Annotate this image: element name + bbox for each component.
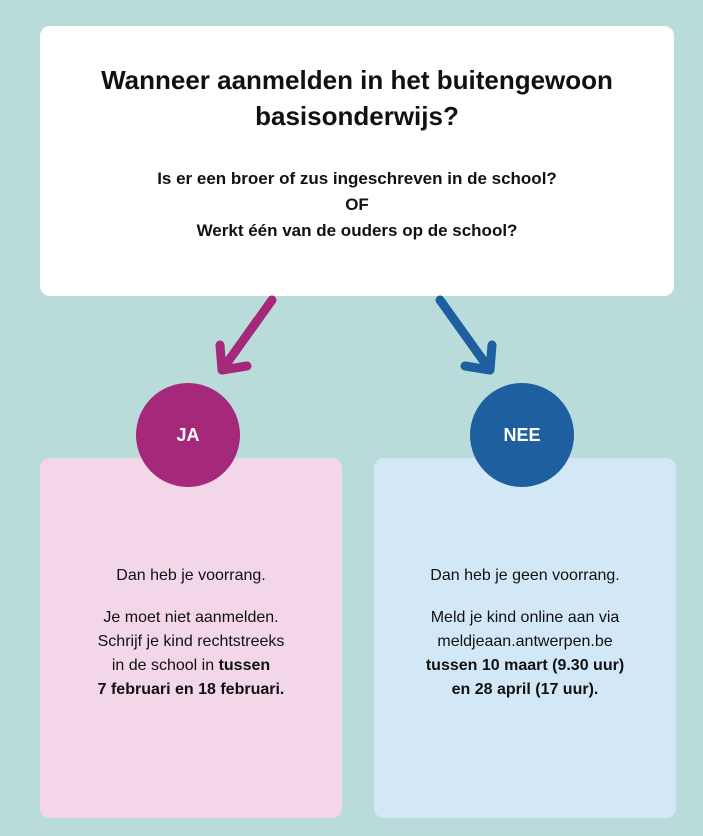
nee-body-bold-line: en 28 april (17 uur).: [451, 681, 599, 698]
ja-body-bold-line: 7 februari en 18 februari.: [97, 681, 285, 698]
ja-card: [40, 458, 342, 818]
ja-body-line: in de school in tussen: [111, 657, 271, 674]
question-connector-or: OF: [345, 195, 369, 214]
question-line-parent: Werkt één van de ouders op de school?: [196, 221, 518, 240]
ja-label: JA: [176, 424, 200, 445]
nee-body-line: meldjeaan.antwerpen.be: [437, 633, 613, 650]
ja-arrow: [220, 300, 272, 370]
question-title: Wanneer aanmelden in het buitengewoon basisonderwijs?: [101, 65, 613, 131]
nee-label: NEE: [503, 424, 541, 445]
nee-answer-circle: [470, 383, 574, 487]
question-box: [40, 26, 674, 296]
ja-answer-circle: [136, 383, 240, 487]
ja-body-bold-inline: tussen: [218, 657, 271, 674]
nee-card: [374, 458, 676, 818]
question-line-sibling: Is er een broer of zus ingeschreven in de school?: [157, 169, 557, 188]
nee-arrow: [440, 300, 492, 370]
nee-body: [374, 606, 676, 702]
ja-body-line: Schrijf je kind rechtstreeks: [97, 633, 285, 650]
nee-body-bold-line: tussen 10 maart (9.30 uur): [425, 657, 625, 674]
ja-body: [40, 606, 342, 702]
ja-body-line: Je moet niet aanmelden.: [103, 609, 279, 626]
nee-lead: Dan heb je geen voorrang.: [430, 567, 620, 584]
nee-body-line: Meld je kind online aan via: [430, 609, 620, 626]
ja-lead: Dan heb je voorrang.: [116, 567, 266, 584]
